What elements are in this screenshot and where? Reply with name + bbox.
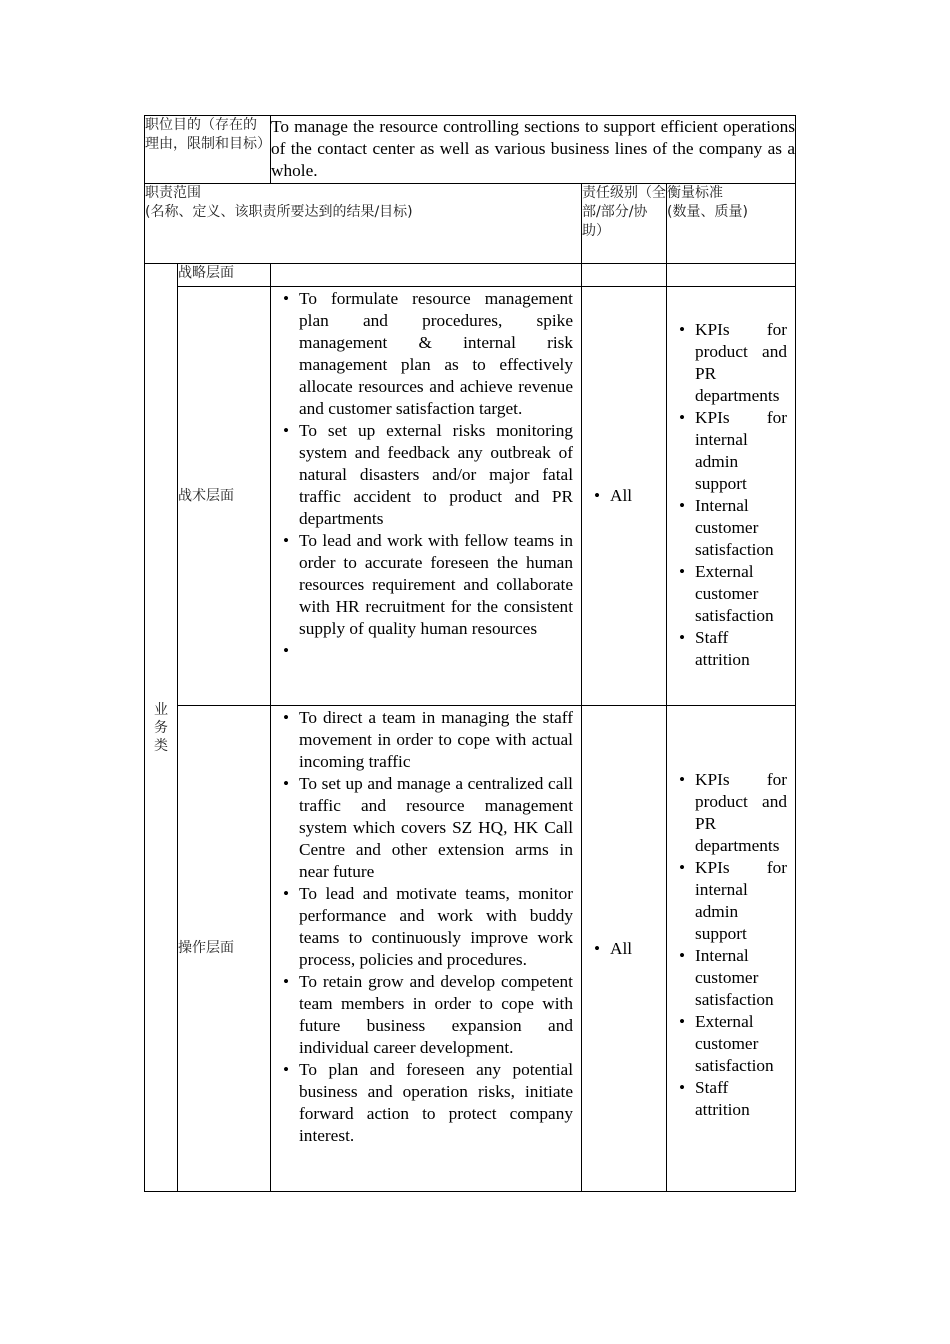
operational-measures [667,706,796,1192]
strategic-row [145,264,796,287]
list-item: • To lead and motivate teams, monitor performance and work with buddy teams to continuously improve work process, policies and procedures. [271,883,581,971]
category-label: 业务类 [154,701,168,754]
list-item: • To formulate resource management plan and procedures, spike management & internal risk management plan as to effectively allocate resources and achieve revenue and customer satisfaction target. [271,288,581,420]
scope-subtitle: (名称、定义、该职责所要达到的结果/目标) [145,204,413,220]
operational-row [145,706,796,1192]
level-value: • All [582,938,666,960]
strategic-responsibilities [271,264,582,287]
measure-header [667,184,796,264]
list-item: • To lead and work with fellow teams in order to accurate foreseen the human resources requirement and collaborate with HR recruitment for the consistent supply of quality human resources [271,530,581,640]
list-item: • To set up and manage a centralized call traffic and resource management system which covers SZ HQ, HK Call Centre and other extension arms in near future [271,773,581,883]
measure-subtitle: (数量、质量) [667,204,748,220]
list-item: • KPIs for product and PR departments [667,319,795,407]
tactical-row [145,287,796,706]
list-item: • To plan and foreseen any potential business and operation risks, initiate forward action to protect company interest. [271,1059,581,1147]
scope-title: 职责范围 [145,185,201,201]
level-value: • All [582,485,666,507]
strategic-level [582,264,667,287]
strategic-label: 战略层面 [178,264,271,287]
tactical-label: 战术层面 [178,287,271,706]
purpose-label: 职位目的（存在的理由，限制和目标） [145,116,271,184]
operational-responsibilities [271,706,582,1192]
strategic-measures [667,264,796,287]
header-row [145,184,796,264]
purpose-text: To manage the resource controlling sections to support efficient operations of the contact center as well as various business lines of the company as a whole. [271,116,796,184]
tactical-measures [667,287,796,706]
job-description-table [144,115,796,1192]
list-item: • KPIs for product and PR departments [667,769,795,857]
list-item: • To direct a team in managing the staff movement in order to cope with actual incoming traffic [271,707,581,773]
category-cell [145,264,178,1192]
operational-label: 操作层面 [178,706,271,1192]
scope-header [145,184,582,264]
list-item: • Internal customer satisfaction [667,945,795,1011]
operational-level [582,706,667,1192]
list-item [271,640,581,662]
list-item: • Staff attrition [667,627,795,671]
list-item: • External customer satisfaction [667,561,795,627]
purpose-row [145,116,796,184]
list-item: • KPIs for internal admin support [667,857,795,945]
tactical-responsibilities [271,287,582,706]
list-item: • KPIs for internal admin support [667,407,795,495]
level-header: 责任级别（全部/部分/协助） [582,184,667,264]
list-item: • To set up external risks monitoring system and feedback any outbreak of natural disasters and/or major fatal traffic accident to product and PR departments [271,420,581,530]
measure-title: 衡量标准 [667,185,723,201]
list-item: • Staff attrition [667,1077,795,1121]
list-item: • External customer satisfaction [667,1011,795,1077]
list-item: • Internal customer satisfaction [667,495,795,561]
list-item: • To retain grow and develop competent team members in order to cope with future business expansion and individual career development. [271,971,581,1059]
tactical-level [582,287,667,706]
